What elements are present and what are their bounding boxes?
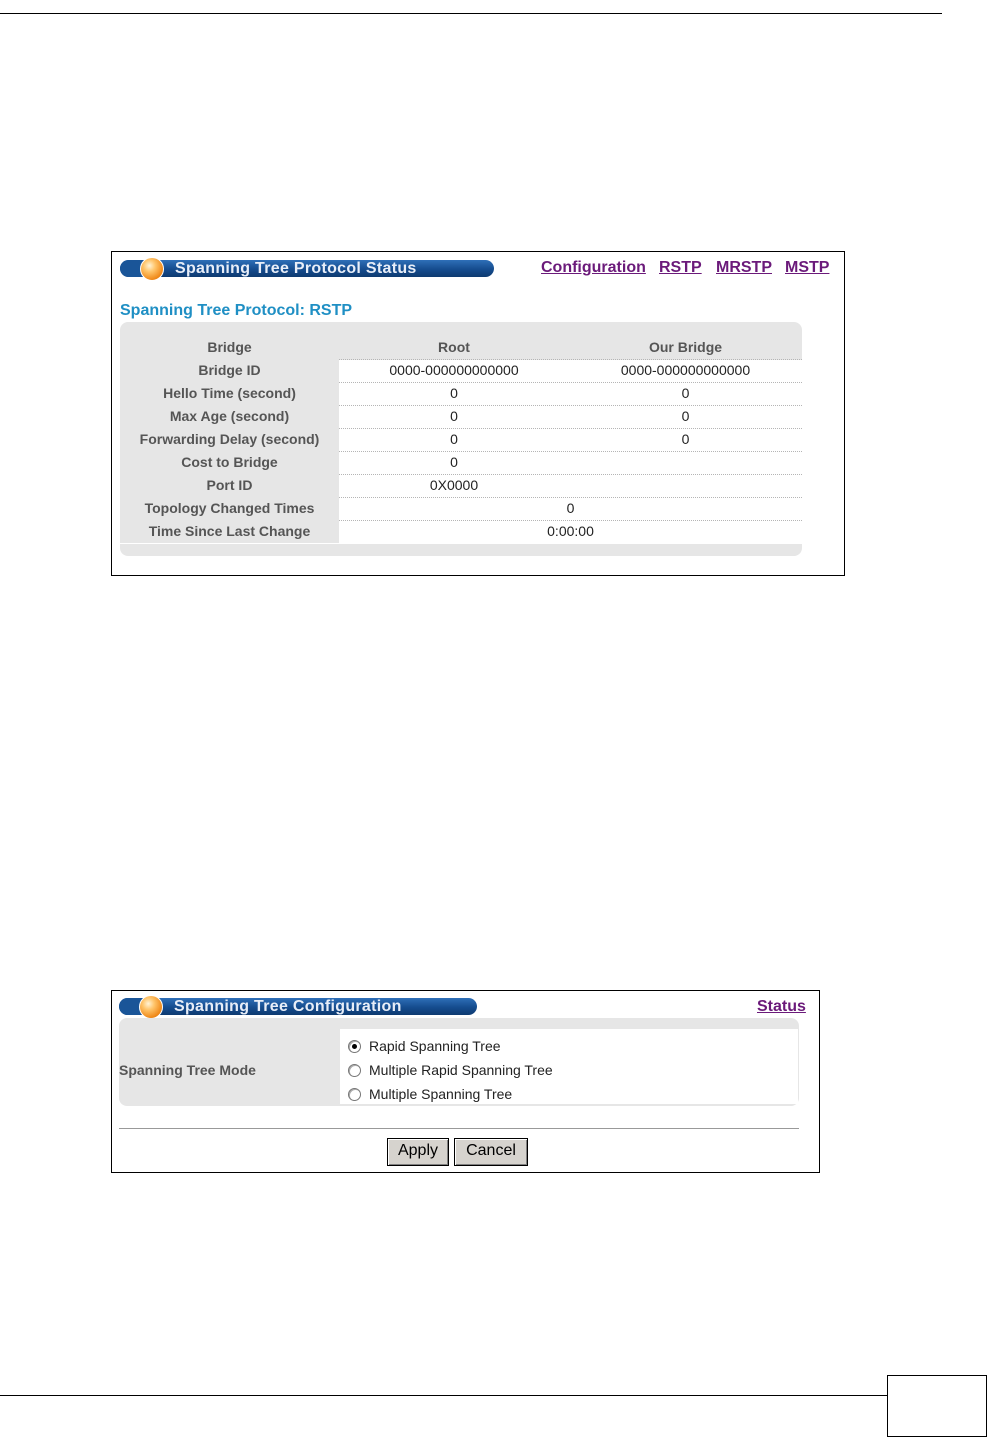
our-bridge-value: 0	[681, 408, 690, 424]
config-divider	[119, 1128, 799, 1130]
radio-button[interactable]	[348, 1088, 361, 1101]
status-title-bar	[120, 260, 494, 277]
root-value: 0	[450, 408, 458, 424]
row-label: Hello Time (second)	[120, 382, 339, 405]
root-value: 0X0000	[429, 477, 479, 493]
our-bridge-value: 0	[681, 385, 690, 401]
root-value: 0	[450, 385, 458, 401]
table-header-row	[120, 336, 802, 360]
status-link[interactable]: Status	[757, 998, 806, 1015]
radio-button[interactable]	[348, 1040, 361, 1053]
apply-button[interactable]: Apply	[387, 1138, 449, 1166]
page-top-rule	[0, 13, 942, 14]
header-bridge: Bridge	[120, 336, 339, 359]
radio-label: Multiple Spanning Tree	[369, 1086, 513, 1102]
cancel-button[interactable]: Cancel	[454, 1138, 528, 1166]
page-bottom-rule	[0, 1395, 888, 1396]
row-label: Bridge ID	[120, 359, 339, 382]
table-row	[120, 451, 802, 475]
rstp-link[interactable]: RSTP	[659, 259, 702, 276]
stp-config-panel	[111, 990, 820, 1173]
status-title: Spanning Tree Protocol Status	[175, 260, 417, 277]
radio-label: Multiple Rapid Spanning Tree	[369, 1062, 553, 1078]
config-title-bar	[119, 998, 477, 1015]
row-label: Port ID	[120, 474, 339, 497]
row-label: Forwarding Delay (second)	[120, 428, 339, 451]
mode-options	[340, 1029, 798, 1104]
our-bridge-value: 0	[681, 431, 690, 447]
row-label: Topology Changed Times	[120, 497, 339, 520]
table-bottom-band	[120, 544, 802, 556]
table-top-band	[120, 322, 802, 336]
radio-selected-dot	[352, 1044, 357, 1049]
table-row	[120, 359, 802, 383]
configuration-link[interactable]: Configuration	[541, 259, 646, 276]
table-row	[120, 382, 802, 406]
orb-icon	[140, 257, 164, 281]
mrstp-link[interactable]: MRSTP	[716, 259, 772, 276]
config-title: Spanning Tree Configuration	[174, 998, 402, 1015]
span-value: 0	[566, 500, 575, 516]
spanning-tree-mode-label: Spanning Tree Mode	[119, 1062, 256, 1078]
root-value: 0000-000000000000	[389, 362, 519, 378]
row-label: Time Since Last Change	[120, 520, 339, 543]
status-table	[120, 322, 802, 556]
stp-status-panel	[111, 251, 845, 576]
table-row	[120, 497, 802, 521]
protocol-heading: Spanning Tree Protocol: RSTP	[120, 302, 353, 319]
header-our-bridge: Our Bridge	[648, 339, 723, 355]
table-row	[120, 520, 802, 543]
table-row	[120, 474, 802, 498]
our-bridge-value: 0000-000000000000	[620, 362, 751, 378]
page-number-box	[887, 1375, 987, 1437]
root-value: 0	[450, 431, 458, 447]
row-label: Max Age (second)	[120, 405, 339, 428]
table-row	[120, 428, 802, 452]
root-value: 0	[450, 454, 458, 470]
header-root: Root	[438, 339, 470, 355]
radio-label: Rapid Spanning Tree	[369, 1038, 501, 1054]
span-value: 0:00:00	[547, 523, 594, 539]
spanning-tree-mode-section	[119, 1018, 799, 1106]
row-label: Cost to Bridge	[120, 451, 339, 474]
orb-icon	[139, 995, 163, 1019]
mstp-link[interactable]: MSTP	[785, 259, 830, 276]
radio-button[interactable]	[348, 1064, 361, 1077]
table-row	[120, 405, 802, 429]
